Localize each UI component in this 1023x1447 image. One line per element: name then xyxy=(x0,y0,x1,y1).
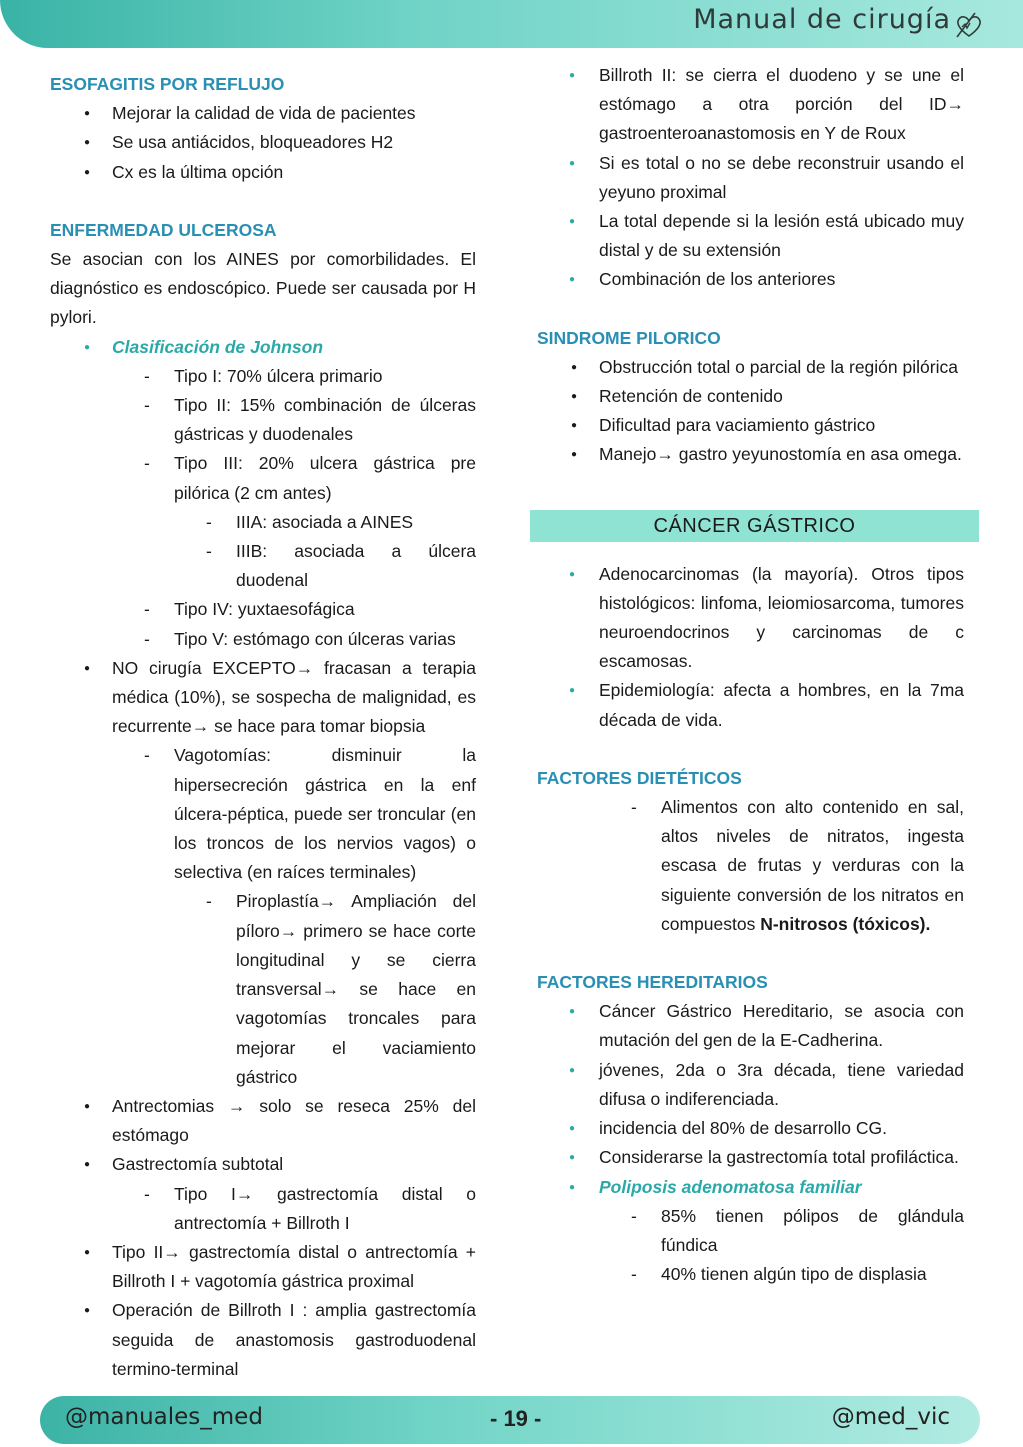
poliposis-item xyxy=(537,1173,964,1202)
list-item: ● Gastrectomía subtotal xyxy=(50,1150,476,1179)
list-item: - Tipo IV: yuxtaesofágica xyxy=(50,595,476,624)
johnson-label: Clasificación de Johnson xyxy=(112,336,324,357)
heading-enfermedad-ulcerosa: ENFERMEDAD ULCEROSA xyxy=(50,219,277,240)
list-item: ● Manejo→ gastro yeyunostomía en asa omega. xyxy=(537,440,964,469)
billroth-list xyxy=(537,61,964,295)
hereditarios-list xyxy=(537,997,964,1289)
heading-factores-hereditarios: FACTORES HEREDITARIOS xyxy=(537,972,768,993)
list-item: - 85% tienen pólipos de glándula fúndica xyxy=(537,1202,964,1260)
list-item: ● Dificultad para vaciamiento gástrico xyxy=(537,411,964,440)
pilorico-list xyxy=(537,353,964,470)
list-item: - Tipo I: 70% úlcera primario xyxy=(50,362,476,391)
dieteticos-bold: N-nitrosos (tóxicos). xyxy=(760,913,931,934)
list-item: ● Operación de Billroth I : amplia gastrectomía seguida de anastomosis gastroduodenal termino-terminal xyxy=(50,1296,476,1384)
list-item: ● Cáncer Gástrico Hereditario, se asocia con mutación del gen de la E-Cadherina. xyxy=(537,997,964,1055)
footer-banner xyxy=(40,1396,980,1444)
right-column xyxy=(537,61,964,1289)
poliposis-label: Poliposis adenomatosa familiar xyxy=(599,1176,862,1197)
list-item: ● La total depende si la lesión está ubicado muy distal y de su extensión xyxy=(537,207,964,265)
list-item: ● Considerarse la gastrectomía total profiláctica. xyxy=(537,1143,964,1172)
list-item: - 40% tienen algún tipo de displasia xyxy=(537,1260,964,1289)
list-item: ● Si es total o no se debe reconstruir usando el yeyuno proximal xyxy=(537,149,964,207)
list-item: ● Retención de contenido xyxy=(537,382,964,411)
list-item: ● Mejorar la calidad de vida de pacientes xyxy=(50,99,476,128)
ulcerosa-list xyxy=(50,333,476,1384)
list-item: ● incidencia del 80% de desarrollo CG. xyxy=(537,1114,964,1143)
list-item: ● Combinación de los anteriores xyxy=(537,265,964,294)
list-item: - Tipo V: estómago con úlceras varias xyxy=(50,625,476,654)
footer-handle-left: @manuales_med xyxy=(65,1404,263,1430)
list-item: - Tipo II: 15% combinación de úlceras gástricas y duodenales xyxy=(50,391,476,449)
list-item: - Piroplastía→ Ampliación del píloro→ primero se hace corte longitudinal y se cierra transversal→ se hace en vagotomías troncales para mejorar el vaciamiento gástrico xyxy=(50,887,476,1091)
list-item: ● jóvenes, 2da o 3ra década, tiene variedad difusa o indiferenciada. xyxy=(537,1056,964,1114)
list-item: - Tipo I→ gastrectomía distal o antrectomía + Billroth I xyxy=(50,1180,476,1238)
list-item: ● Adenocarcinomas (la mayoría). Otros tipos histológicos: linfoma, leiomiosarcoma, tumores neuroendocrinos y carcinomas de c escamosas. xyxy=(537,560,964,677)
list-item xyxy=(537,793,964,939)
scalpel-heart-icon xyxy=(953,10,985,40)
list-item: - IIIA: asociada a AINES xyxy=(50,508,476,537)
ulcerosa-paragraph: Se asocian con los AINES por comorbilidades. El diagnóstico es endoscópico. Puede ser causada por H pylori. xyxy=(50,249,476,328)
cancer-list xyxy=(537,560,964,735)
esofagitis-list xyxy=(50,99,476,187)
heading-factores-dieteticos: FACTORES DIETÉTICOS xyxy=(537,767,742,788)
list-item: - Vagotomías: disminuir la hipersecreción gástrica en la enf úlcera-péptica, puede ser troncular (en los troncos de los nervios vagos) o selectiva (en raíces terminales) xyxy=(50,741,476,887)
left-column xyxy=(50,70,476,1384)
list-item: ● Tipo II→ gastrectomía distal o antrectomía + Billroth I + vagotomía gástrica proximal xyxy=(50,1238,476,1296)
list-item: - Tipo III: 20% ulcera gástrica pre pilórica (2 cm antes) xyxy=(50,449,476,507)
list-item: ● Billroth II: se cierra el duodeno y se une el estómago a otra porción del ID→ gastroenteroanastomosis en Y de Roux xyxy=(537,61,964,149)
dieteticos-list xyxy=(537,793,964,939)
header-title: Manual de cirugía xyxy=(693,4,951,35)
list-item: ● Antrectomias → solo se reseca 25% del estómago xyxy=(50,1092,476,1150)
header-banner xyxy=(0,0,1023,48)
list-item: ● Cx es la última opción xyxy=(50,158,476,187)
list-item: ● Se usa antiácidos, bloqueadores H2 xyxy=(50,128,476,157)
list-item: - IIIB: asociada a úlcera duodenal xyxy=(50,537,476,595)
section-title-cancer-gastrico: CÁNCER GÁSTRICO xyxy=(530,510,979,542)
list-item: ● NO cirugía EXCEPTO→ fracasan a terapia médica (10%), se sospecha de malignidad, es recurrente→ se hace para tomar biopsia xyxy=(50,654,476,742)
dieteticos-text: Alimentos con alto contenido en sal, altos niveles de nitratos, ingesta escasa de frutas y verduras con la siguiente conversión de los nitratos en compuestos xyxy=(661,797,964,934)
list-item: ● Obstrucción total o parcial de la región pilórica xyxy=(537,353,964,382)
footer-handle-right: @med_vic xyxy=(831,1404,950,1430)
heading-esofagitis: ESOFAGITIS POR REFLUJO xyxy=(50,74,285,94)
list-item: ● Epidemiología: afecta a hombres, en la 7ma década de vida. xyxy=(537,676,964,734)
heading-sindrome-pilorico: SINDROME PILORICO xyxy=(537,327,721,348)
page-number: - 19 - xyxy=(490,1406,542,1431)
johnson-item xyxy=(50,333,476,362)
